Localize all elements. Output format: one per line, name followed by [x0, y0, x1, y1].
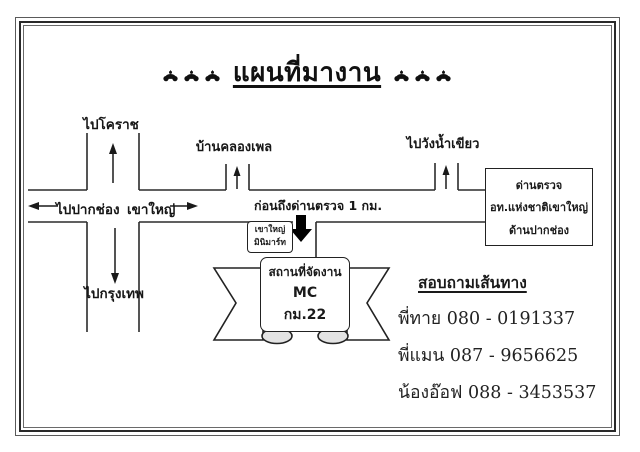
contact-row	[398, 304, 608, 332]
label-to-bangkok: ไปกรุงเทพ	[84, 286, 144, 302]
label-khao-yai: เขาใหญ่	[127, 202, 176, 218]
contact-name: พี่แมน	[398, 346, 445, 366]
label-to-pak-chong: ไปปากช่อง	[56, 202, 120, 218]
checkpoint-line3: ด้านปากช่อง	[508, 223, 570, 237]
contact-row	[398, 341, 608, 369]
arrow-up-wangnamkhiao-icon	[443, 165, 450, 189]
contact-section	[398, 270, 608, 406]
motorcycle-icon	[394, 70, 409, 82]
venue-line1: สถานที่จัดงาน	[268, 265, 342, 279]
contact-row	[398, 378, 608, 406]
arrow-left-pakchong-icon	[28, 202, 58, 210]
contact-name: น้องอ๊อฟ	[398, 383, 463, 403]
checkpoint-line2: อท.แห่งชาติเขาใหญ่	[490, 201, 588, 214]
contact-phone: 080 - 0191337	[446, 309, 576, 329]
contact-phone: 087 - 9656625	[449, 346, 579, 366]
checkpoint-line1: ด่านตรวจ	[515, 178, 563, 192]
contact-phone: 088 - 3453537	[468, 383, 597, 403]
venue-line2: MC	[292, 285, 318, 301]
motorcycle-icon	[163, 70, 178, 82]
title-row	[0, 52, 627, 93]
bikes-left	[163, 70, 220, 82]
label-ban-khlong-phen: บ้านคลองเพล	[195, 140, 273, 155]
venue-banner-box	[260, 257, 350, 332]
label-to-korat: ไปโคราช	[83, 117, 139, 133]
contact-header: สอบถามเส้นทาง	[418, 274, 527, 292]
label-to-wang-nam-khiao: ไปวังน้ำเขียว	[406, 137, 480, 152]
motorcycle-icon	[184, 70, 199, 82]
arrow-down-bangkok-icon	[111, 228, 119, 284]
contact-name: พี่ทาย	[398, 309, 442, 329]
checkpoint-box	[485, 168, 593, 246]
motorcycle-icon	[436, 70, 451, 82]
venue-line3: กม.22	[283, 307, 327, 323]
minimart-line2: มินิมาร์ท	[254, 238, 286, 248]
big-down-arrow-icon	[290, 215, 312, 242]
label-before-checkpoint: ก่อนถึงด่านตรวจ 1 กม.	[254, 198, 383, 213]
arrow-up-khlongphen-icon	[234, 166, 241, 189]
motorcycle-icon	[205, 70, 220, 82]
minimart-box	[247, 221, 293, 253]
arrow-up-korat-icon	[109, 143, 117, 183]
minimart-line1: เขาใหญ่	[254, 224, 286, 235]
motorcycle-icon	[415, 70, 430, 82]
bikes-right	[394, 70, 451, 82]
page-title: แผนที่มางาน	[232, 58, 382, 88]
